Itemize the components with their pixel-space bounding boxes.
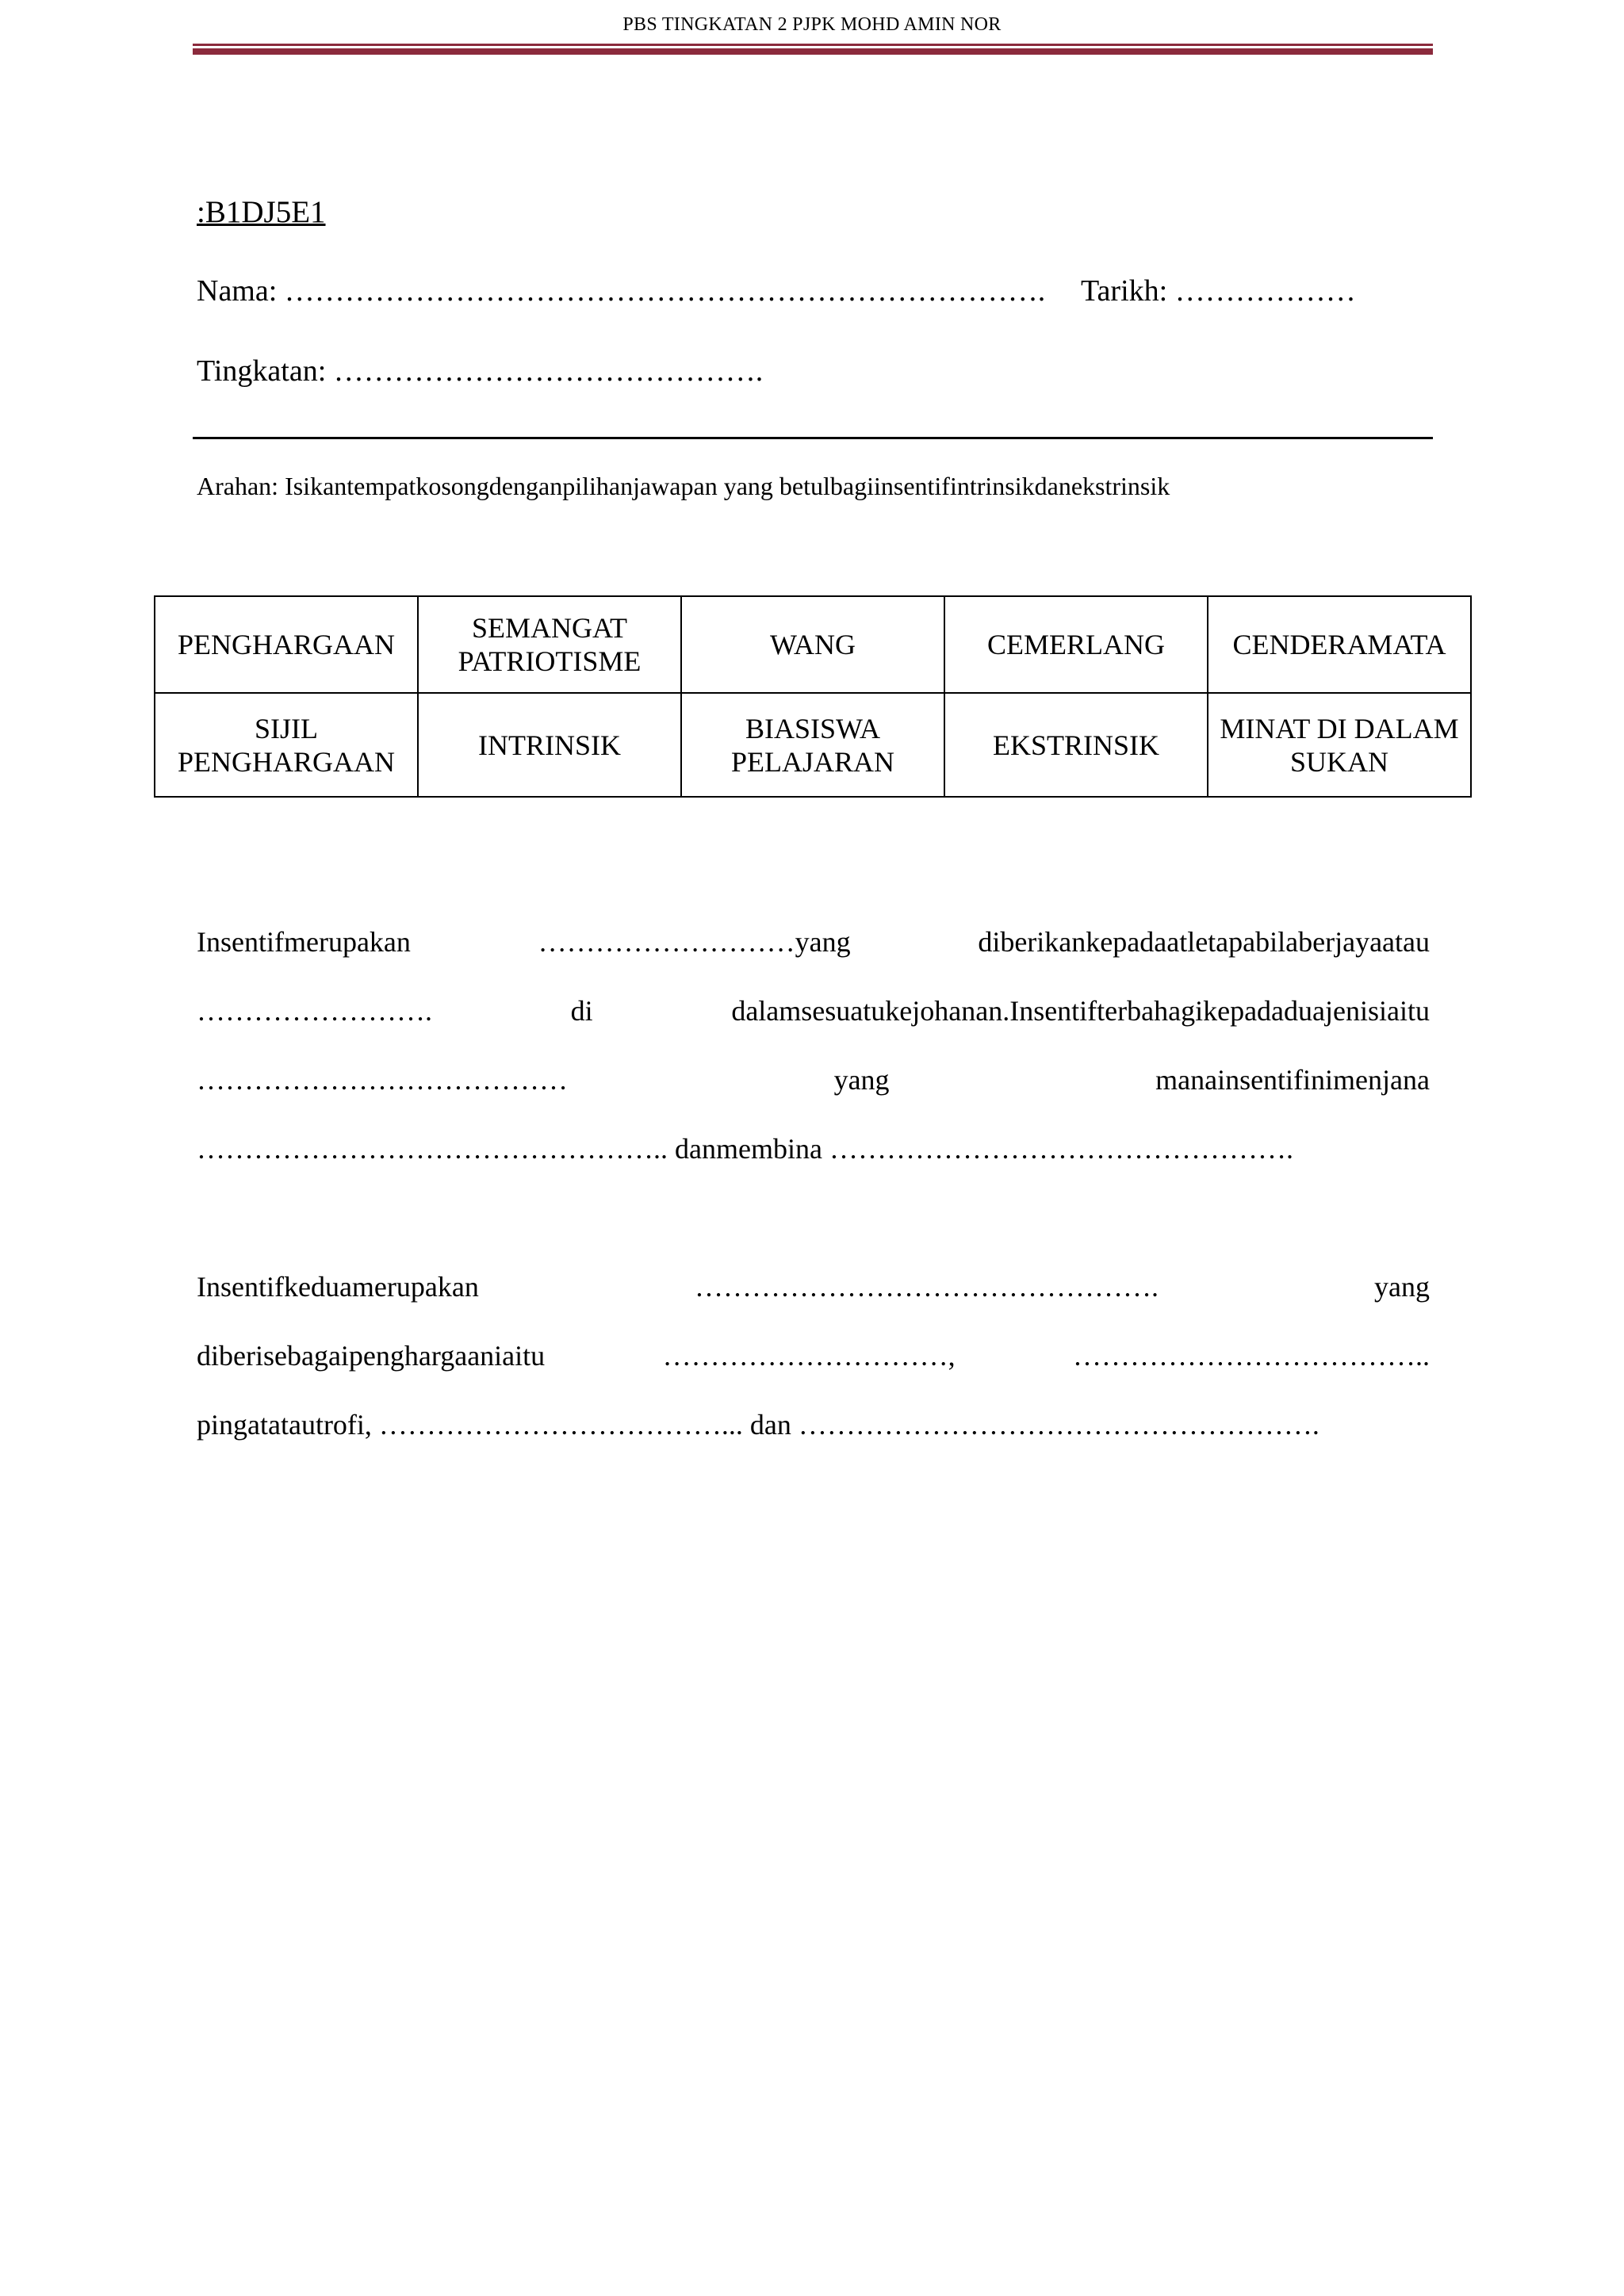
blank-fill[interactable]: ………………………………………….. danmembina …………………………………………. — [197, 1133, 1293, 1165]
paragraph2-line2 — [197, 1339, 1430, 1372]
option-cell: CEMERLANG — [944, 596, 1208, 693]
option-cell: MINAT DI DALAM SUKAN — [1208, 693, 1471, 797]
para-word: dalamsesuatukejohanan.Insentifterbahagikepadaduajenisiaitu — [731, 995, 1430, 1027]
paragraph1-line3 — [197, 1063, 1430, 1096]
tingkatan-field[interactable]: Tingkatan: ……………………………………. — [197, 354, 764, 388]
paragraph1-line2 — [197, 994, 1430, 1027]
para-word: Insentifmerupakan — [197, 926, 411, 958]
paragraph1-line4 — [197, 1132, 1430, 1165]
para-word: di — [570, 995, 593, 1027]
option-cell: CENDERAMATA — [1208, 596, 1471, 693]
blank-fill[interactable]: ………………………yang — [538, 926, 851, 958]
blank-fill[interactable]: …………………………, — [662, 1340, 956, 1372]
blank-fill[interactable]: ……………………………….. — [1073, 1340, 1430, 1372]
option-cell: PENGHARGAAN — [155, 596, 418, 693]
section-divider — [193, 437, 1433, 439]
option-cell: WANG — [681, 596, 944, 693]
option-cell: EKSTRINSIK — [944, 693, 1208, 797]
para-word: manainsentifinimenjana — [1155, 1064, 1430, 1096]
para-word: diberisebagaipenghargaaniaitu — [197, 1340, 546, 1372]
blank-fill[interactable]: …………………………………………. — [694, 1271, 1159, 1303]
option-cell: SIJIL PENGHARGAAN — [155, 693, 418, 797]
para-word: yang — [833, 1064, 890, 1096]
page-header: PBS TINGKATAN 2 PJPK MOHD AMIN NOR — [622, 14, 1002, 35]
blank-fill[interactable]: ………………………………… — [197, 1064, 568, 1096]
para-word: diberikankepadaatletapabilaberjayaatau — [978, 926, 1430, 958]
options-row-1 — [155, 596, 1471, 693]
option-cell: SEMANGAT PATRIOTISME — [418, 596, 681, 693]
header-rule-thin — [193, 44, 1433, 46]
paragraph1-line1 — [197, 925, 1430, 959]
options-row-2 — [155, 693, 1471, 797]
worksheet-code: :B1DJ5E1 — [197, 195, 326, 229]
answer-options-table — [154, 595, 1472, 798]
header-rule-thick — [193, 48, 1433, 55]
blank-fill[interactable]: ……………………. — [197, 995, 432, 1027]
paragraph2-line1 — [197, 1270, 1430, 1303]
option-cell: INTRINSIK — [418, 693, 681, 797]
para-word: yang — [1374, 1271, 1430, 1303]
paragraph2-line3 — [197, 1408, 1430, 1441]
para-word: Insentifkeduamerupakan — [197, 1271, 479, 1303]
nama-field[interactable]: Nama: …………………………………………………………………. — [197, 274, 1046, 308]
instructions: Arahan: Isikantempatkosongdenganpilihanjawapan yang betulbagiinsentifintrinsikdanekstrinsik — [197, 472, 1170, 500]
option-cell: BIASISWA PELAJARAN — [681, 693, 944, 797]
tarikh-field[interactable]: Tarikh: ……………… — [1081, 274, 1356, 308]
blank-fill[interactable]: pingatatautrofi, ………………………………... dan ………………………………………………. — [197, 1409, 1320, 1441]
